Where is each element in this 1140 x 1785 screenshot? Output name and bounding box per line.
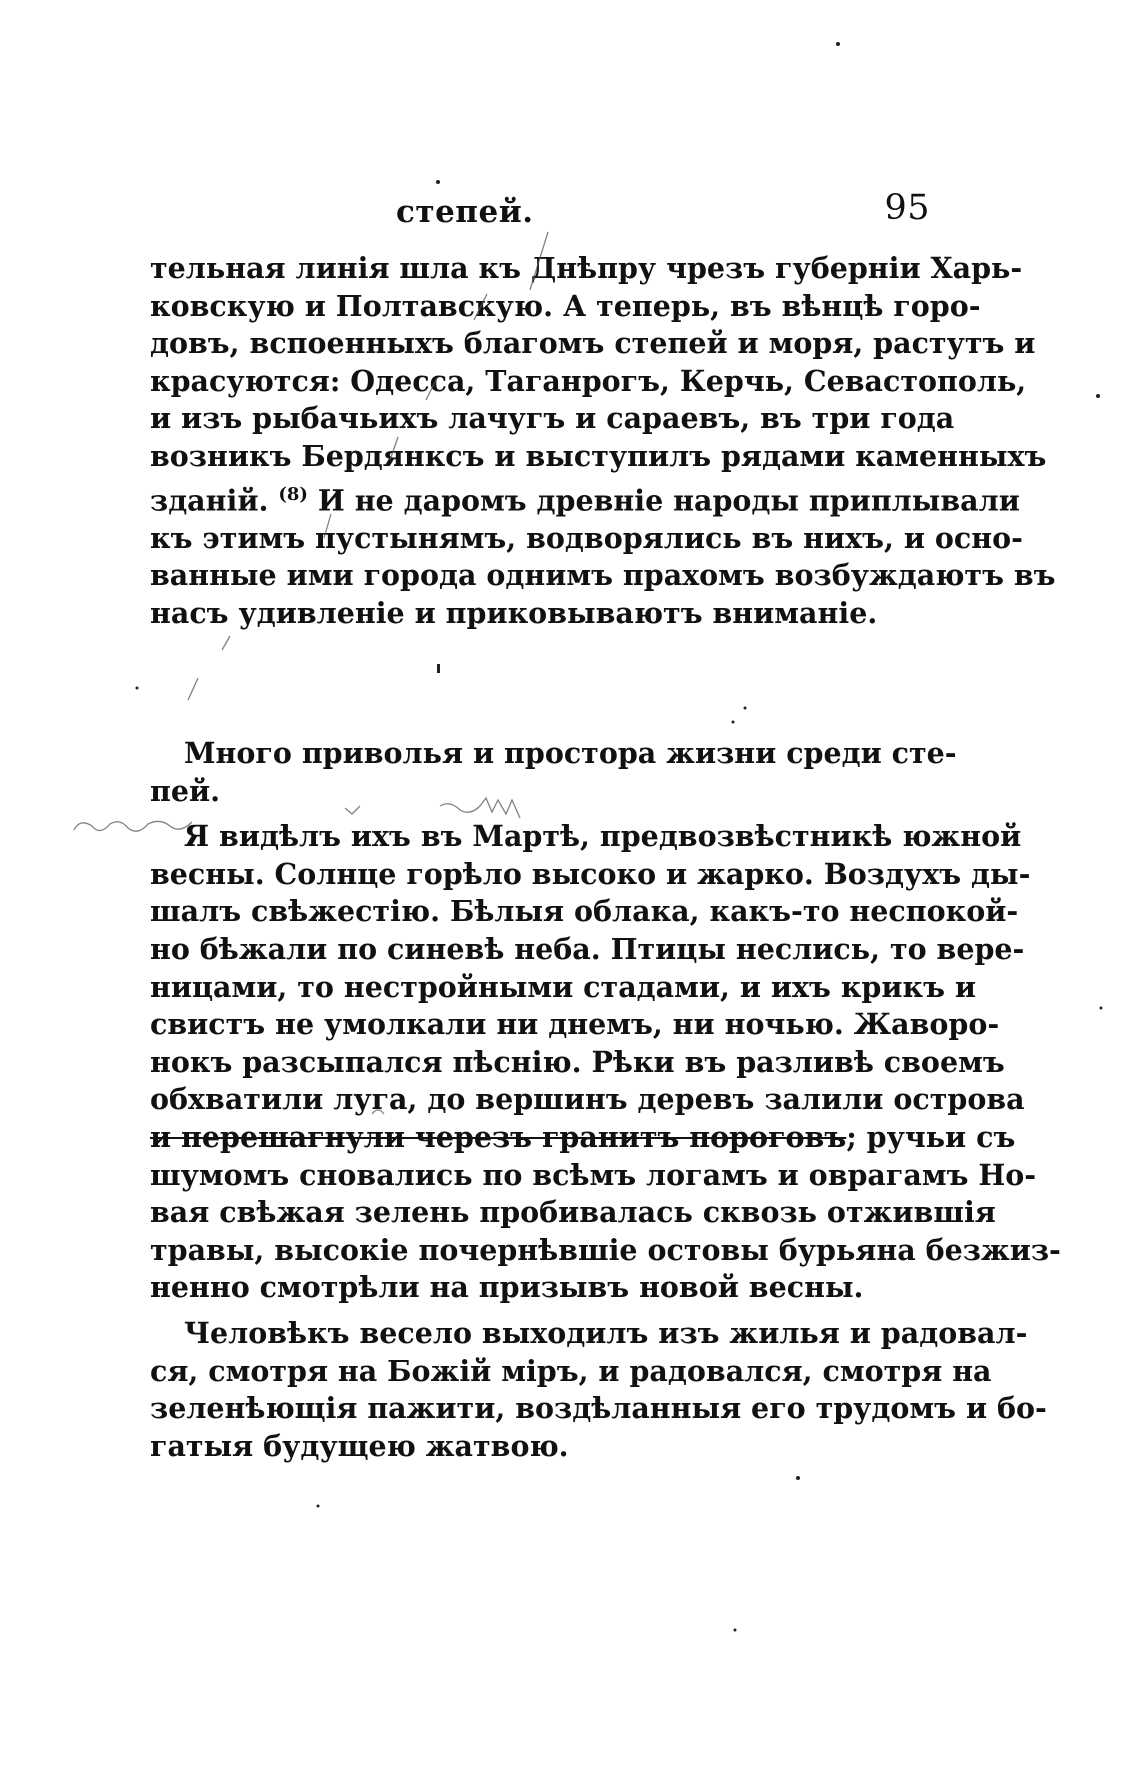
paragraph-2 [150, 735, 1061, 1465]
text-line: травы, высокіе почернѣвшіе остовы бурьяна безжиз- [150, 1232, 1061, 1267]
speck [1096, 394, 1100, 398]
text-line: ненно смотрѣли на призывъ новой весны. [150, 1270, 864, 1305]
text-fragment: ; ручьи съ [846, 1119, 1016, 1154]
speck [136, 687, 139, 690]
text-line: красуются: Одесса, Таганрогъ, Керчь, Севастополь, [150, 363, 1027, 398]
text-line: весны. Солнце горѣло высоко и жарко. Воздухъ ды- [150, 856, 1031, 891]
text-line: тельная линія шла къ Днѣпру чрезъ губерніи Харь- [150, 251, 1023, 285]
text-line: ковскую и Полтавскую. А теперь, въ вѣнцѣ горо- [150, 288, 981, 323]
text-line: нокъ разсыпался пѣснію. Рѣки въ разливѣ своемъ [150, 1044, 1005, 1079]
speck [317, 1505, 320, 1508]
page-number: 95 [884, 188, 930, 228]
speck [744, 707, 747, 710]
text-line: шалъ свѣжестію. Бѣлыя облака, какъ-то неспокой- [150, 894, 1019, 929]
text-line: свистъ не умолкали ни днемъ, ни ночью. Жаворо- [150, 1007, 1000, 1042]
pencil-stroke [188, 678, 198, 700]
footnote-marker: (8) [278, 483, 308, 505]
text-fragment: зданій. [150, 483, 269, 518]
speck [836, 42, 840, 46]
text-line: ся, смотря на Божій міръ, и радовался, смотря на [150, 1353, 992, 1388]
section-separator [437, 664, 440, 673]
text-line: Я видѣлъ ихъ въ Мартѣ, предвозвѣстникѣ южной [184, 819, 1022, 854]
text-line: къ этимъ пустынямъ, водворялись въ нихъ, и осно- [150, 520, 1023, 555]
text-line: шумомъ сновались по всѣмъ логамъ и оврагамъ Но- [150, 1157, 1037, 1192]
text-line: ванные ими города однимъ прахомъ возбуждаютъ въ [150, 558, 1056, 593]
paragraph-3 [150, 818, 1061, 1307]
text-line: довъ, вспоенныхъ благомъ степей и моря, растутъ и [150, 326, 1036, 361]
text-line: гатыя будущею жатвою. [150, 1428, 569, 1463]
text-line: Много приволья и простора жизни среди сте- [184, 736, 957, 770]
paragraph-4 [150, 1315, 1047, 1465]
pencil-stroke [222, 636, 230, 650]
text-line: пей. [150, 773, 221, 808]
text-line-with-strikeout [150, 1119, 1016, 1157]
text-line: вая свѣжая зелень пробивалась сквозь отжившія [150, 1195, 996, 1230]
paragraph-1 [150, 250, 1056, 632]
text-line: и изъ рыбачьихъ лачугъ и сараевъ, въ три года [150, 401, 955, 436]
speck [796, 1476, 800, 1480]
text-line: но бѣжали по синевѣ неба. Птицы неслись, то вере- [150, 931, 1025, 966]
text-line: возникъ Бердянксъ и выступилъ рядами каменныхъ [150, 438, 1047, 473]
text-line: Человѣкъ весело выходилъ изъ жилья и радовал- [184, 1315, 1028, 1350]
text-line: зеленѣющія пажити, воздѣланныя его трудомъ и бо- [150, 1391, 1047, 1426]
running-header [150, 188, 930, 234]
speck [436, 180, 440, 184]
speck [732, 721, 735, 724]
text-line-with-footnote [150, 476, 1020, 520]
struck-text: и перешагнули черезъ гранитъ пороговъ [150, 1119, 847, 1154]
text-line: обхватили луга, до вершинъ деревъ залили острова [150, 1082, 1025, 1117]
running-title: степей. [396, 194, 534, 230]
speck [1100, 1007, 1103, 1010]
speck [734, 1629, 737, 1632]
text-fragment: И не даромъ древніе народы приплывали [317, 483, 1020, 518]
text-line: насъ удивленіе и приковываютъ вниманіе. [150, 595, 878, 630]
text-line: ницами, то нестройными стадами, и ихъ крикъ и [150, 969, 976, 1004]
